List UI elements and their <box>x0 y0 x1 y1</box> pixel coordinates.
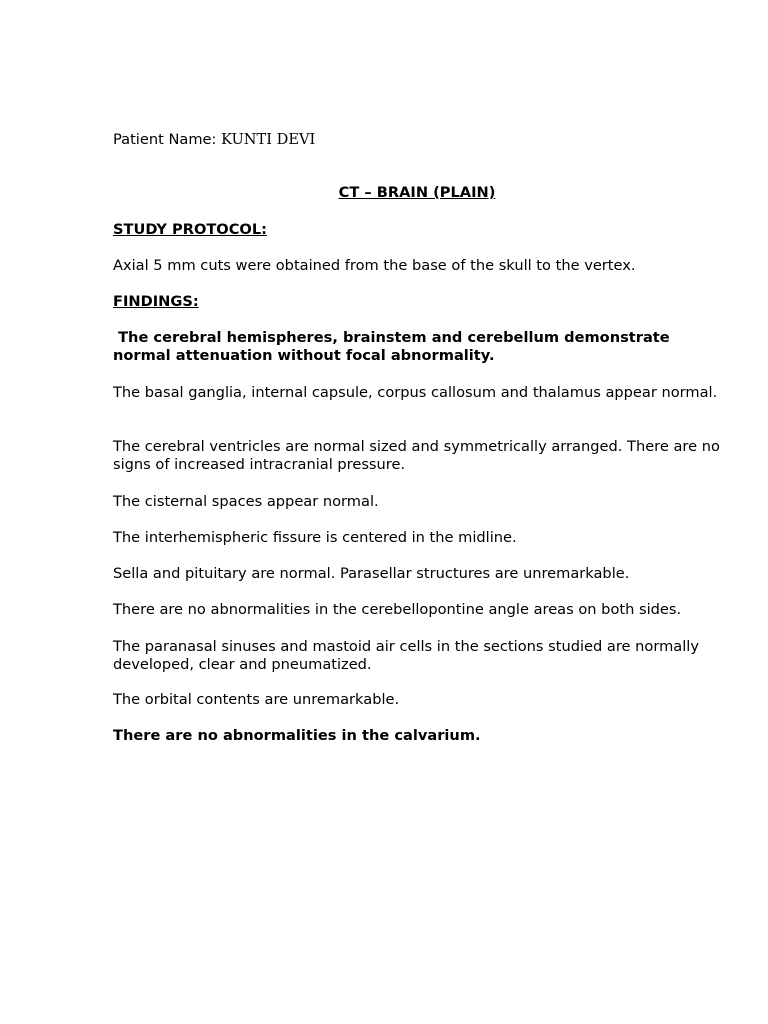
patient-name-label: Patient Name: <box>113 131 217 148</box>
report-title: CT – BRAIN (PLAIN) <box>338 184 496 201</box>
protocol-heading: STUDY PROTOCOL: <box>113 221 267 238</box>
patient-name-line <box>113 131 723 149</box>
finding-paragraph: The paranasal sinuses and mastoid air cells in the sections studied are normally developed, clear and pneumatized. <box>113 638 699 673</box>
finding-paragraph: There are no abnormalities in the cerebellopontine angle areas on both sides. <box>113 601 682 618</box>
findings-heading: FINDINGS: <box>113 293 199 310</box>
finding-paragraph: The cisternal spaces appear normal. <box>113 493 379 510</box>
finding-paragraph: There are no abnormalities in the calvarium. <box>113 727 481 744</box>
patient-name-value: KUNTI DEVI <box>221 131 316 148</box>
finding-paragraph: The orbital contents are unremarkable. <box>113 691 400 708</box>
finding-paragraph: The interhemispheric fissure is centered in the midline. <box>113 529 517 546</box>
finding-paragraph: The cerebral ventricles are normal sized and symmetrically arranged. There are no signs of increased intracranial pressure. <box>113 438 720 473</box>
finding-paragraph: The basal ganglia, internal capsule, corpus callosum and thalamus appear normal. <box>113 384 718 401</box>
finding-paragraph: Sella and pituitary are normal. Parasellar structures are unremarkable. <box>113 565 630 582</box>
protocol-text: Axial 5 mm cuts were obtained from the base of the skull to the vertex. <box>113 257 636 274</box>
finding-paragraph: The cerebral hemispheres, brainstem and cerebellum demonstrate normal attenuation without focal abnormality. <box>113 329 675 364</box>
